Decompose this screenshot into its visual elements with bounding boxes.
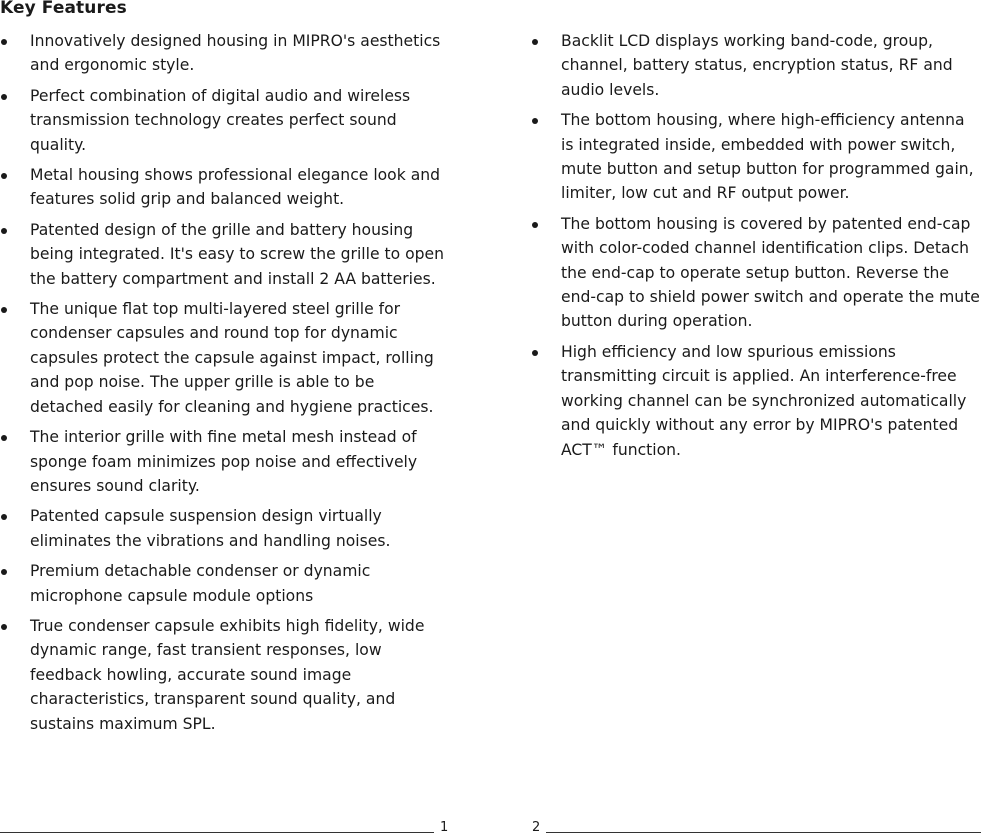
bullet-icon bbox=[532, 222, 538, 228]
list-item bbox=[0, 297, 452, 419]
list-item bbox=[0, 163, 452, 212]
list-item bbox=[0, 559, 452, 608]
list-item-text: Backlit LCD displays working band-code, group, channel, battery status, encryption status, RF and audio levels. bbox=[561, 32, 953, 99]
page-number-right: 2 bbox=[532, 820, 541, 835]
footer-divider-right bbox=[546, 832, 981, 833]
list-item-text: True condenser capsule exhibits high fidelity, wide dynamic range, fast transient responses, low feedback howling, accurate sound image characteristics, transparent sound quality, and sustains maximum SPL. bbox=[30, 616, 425, 733]
page-number-left: 1 bbox=[440, 820, 449, 835]
bullet-icon bbox=[532, 118, 538, 124]
footer-divider-left bbox=[0, 832, 434, 833]
bullet-icon bbox=[1, 173, 7, 179]
list-item bbox=[531, 340, 981, 462]
bullet-icon bbox=[1, 228, 7, 234]
list-item bbox=[531, 212, 981, 334]
list-item-text: Perfect combination of digital audio and wireless transmission technology creates perfect sound quality. bbox=[30, 86, 411, 154]
list-item bbox=[531, 29, 981, 102]
list-item-text: Metal housing shows professional elegance look and features solid grip and balanced weight. bbox=[30, 166, 441, 209]
list-item bbox=[531, 108, 981, 206]
left-feature-list bbox=[0, 29, 452, 742]
list-item bbox=[0, 29, 452, 78]
bullet-icon bbox=[1, 94, 7, 100]
bullet-icon bbox=[532, 39, 538, 45]
list-item bbox=[0, 84, 452, 157]
list-item-text: The bottom housing is covered by patented end-cap with color-coded channel identification clips. Detach the end-cap to operate setup button. Reverse the end-cap to shield power switch and operate the mute button during operation. bbox=[561, 214, 980, 331]
bullet-icon bbox=[1, 624, 7, 630]
bullet-icon bbox=[1, 514, 7, 520]
list-item-text: High efficiency and low spurious emissions transmitting circuit is applied. An interference-free working channel can be synchronized automatically and quickly without any error by MIPRO's patented ACT™ function. bbox=[561, 342, 967, 459]
list-item-text: Patented design of the grille and battery housing being integrated. It's easy to screw the grille to open the battery compartment and install 2 AA batteries. bbox=[30, 220, 445, 288]
list-item bbox=[0, 218, 452, 291]
page-heading: Key Features bbox=[0, 0, 127, 18]
list-item bbox=[0, 425, 452, 498]
list-item bbox=[0, 504, 452, 553]
bullet-icon bbox=[1, 307, 7, 313]
list-item-text: The unique flat top multi-layered steel grille for condenser capsules and round top for dynamic capsules protect the capsule against impact, rolling and pop noise. The upper grille is able to be detached easily for cleaning and hygiene practices. bbox=[30, 300, 434, 416]
bullet-icon bbox=[532, 350, 538, 356]
list-item-text: Premium detachable condenser or dynamic microphone capsule module options bbox=[30, 562, 371, 605]
list-item-text: Patented capsule suspension design virtually eliminates the vibrations and handling noises. bbox=[30, 507, 391, 550]
bullet-icon bbox=[1, 569, 7, 575]
bullet-icon bbox=[1, 435, 7, 441]
list-item-text: The bottom housing, where high-efficiency antenna is integrated inside, embedded with power switch, mute button and setup button for programmed gain, limiter, low cut and RF output power. bbox=[561, 111, 974, 203]
list-item-text: Innovatively designed housing in MIPRO's aesthetics and ergonomic style. bbox=[30, 32, 441, 75]
list-item-text: The interior grille with fine metal mesh instead of sponge foam minimizes pop noise and effectively ensures sound clarity. bbox=[30, 428, 418, 495]
list-item bbox=[0, 614, 452, 736]
bullet-icon bbox=[1, 39, 7, 45]
right-feature-list bbox=[531, 29, 981, 468]
